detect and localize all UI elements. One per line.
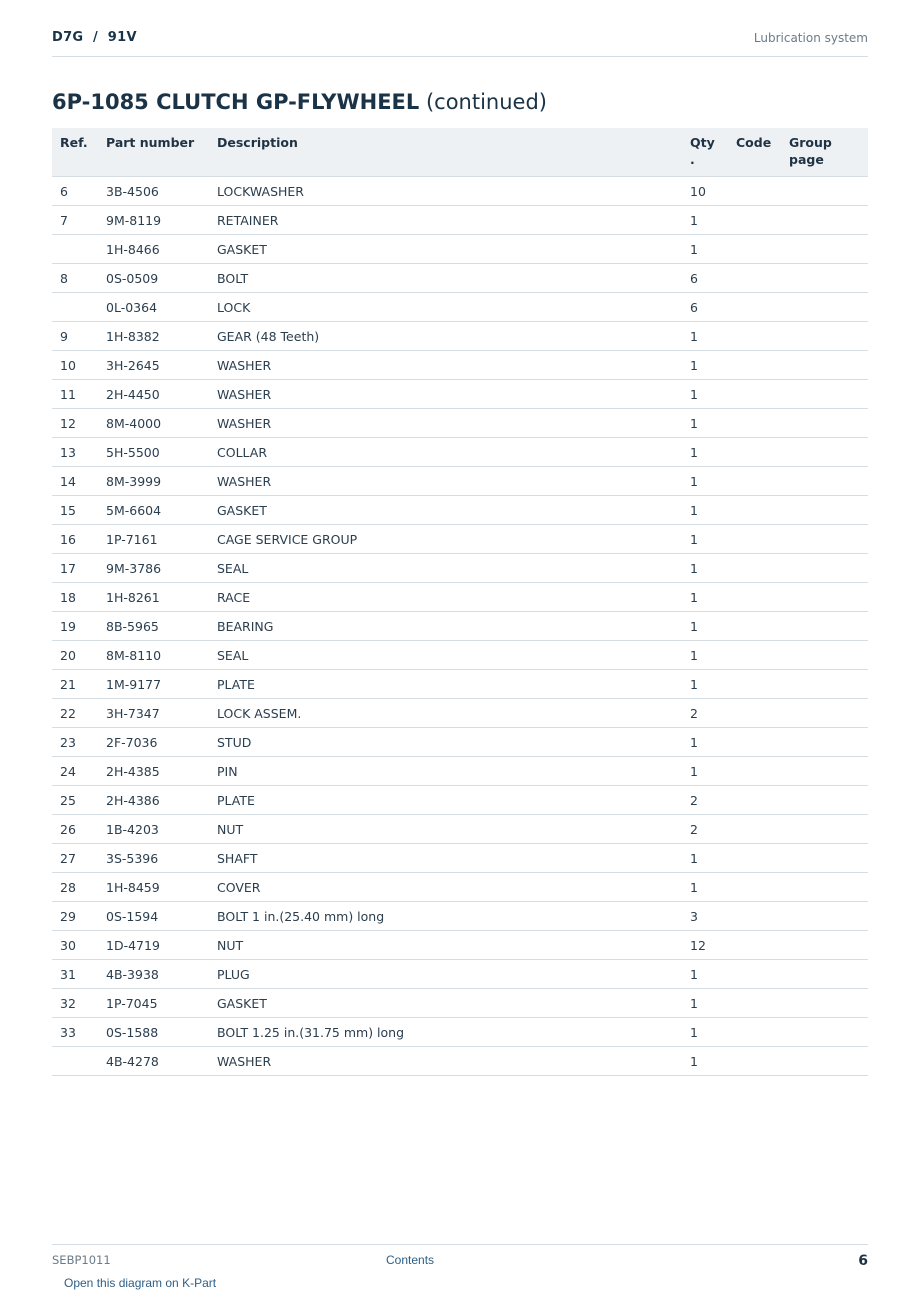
group-page-cell xyxy=(781,583,868,612)
table-row xyxy=(52,322,868,351)
qty-cell: 1 xyxy=(682,351,728,380)
part-number-cell: 1H-8382 xyxy=(98,322,209,351)
part-number-cell: 5H-5500 xyxy=(98,438,209,467)
qty-cell: 3 xyxy=(682,902,728,931)
group-page-cell xyxy=(781,380,868,409)
description-cell: WASHER xyxy=(209,351,682,380)
ref-cell: 20 xyxy=(52,641,98,670)
open-diagram-kpart-link[interactable]: Open this diagram on K-Part xyxy=(64,1276,217,1290)
table-row xyxy=(52,728,868,757)
qty-cell: 1 xyxy=(682,728,728,757)
group-page-cell xyxy=(781,902,868,931)
table-row xyxy=(52,1018,868,1047)
part-number-cell: 2H-4385 xyxy=(98,757,209,786)
description-cell: COLLAR xyxy=(209,438,682,467)
part-number-cell: 3H-2645 xyxy=(98,351,209,380)
table-row xyxy=(52,206,868,235)
qty-cell: 1 xyxy=(682,467,728,496)
qty-cell: 1 xyxy=(682,322,728,351)
ref-cell: 28 xyxy=(52,873,98,902)
part-number-cell: 4B-4278 xyxy=(98,1047,209,1076)
ref-cell: 22 xyxy=(52,699,98,728)
group-page-cell xyxy=(781,496,868,525)
table-row xyxy=(52,554,868,583)
qty-cell: 2 xyxy=(682,699,728,728)
code-cell xyxy=(728,641,781,670)
table-row xyxy=(52,844,868,873)
code-cell xyxy=(728,264,781,293)
page-number: 6 xyxy=(858,1253,868,1269)
table-row xyxy=(52,293,868,322)
qty-cell: 10 xyxy=(682,177,728,206)
description-cell: SEAL xyxy=(209,554,682,583)
group-page-cell xyxy=(781,322,868,351)
part-number-cell: 8B-5965 xyxy=(98,612,209,641)
group-page-cell xyxy=(781,728,868,757)
part-number-cell: 3S-5396 xyxy=(98,844,209,873)
qty-cell: 1 xyxy=(682,757,728,786)
ref-cell: 9 xyxy=(52,322,98,351)
table-row xyxy=(52,177,868,206)
group-page-cell xyxy=(781,989,868,1018)
group-page-cell xyxy=(781,670,868,699)
part-number-cell: 0S-0509 xyxy=(98,264,209,293)
qty-cell: 1 xyxy=(682,438,728,467)
group-page-cell xyxy=(781,960,868,989)
table-row xyxy=(52,670,868,699)
qty-cell: 1 xyxy=(682,670,728,699)
code-cell xyxy=(728,554,781,583)
group-page-cell xyxy=(781,206,868,235)
page-title xyxy=(52,90,547,114)
code-cell xyxy=(728,873,781,902)
qty-cell: 1 xyxy=(682,612,728,641)
part-number-cell: 4B-3938 xyxy=(98,960,209,989)
table-row xyxy=(52,264,868,293)
code-cell xyxy=(728,815,781,844)
table-row xyxy=(52,612,868,641)
group-page-cell xyxy=(781,699,868,728)
ref-cell: 18 xyxy=(52,583,98,612)
description-cell: PLATE xyxy=(209,670,682,699)
model-label: D7G / 91V xyxy=(52,30,137,45)
ref-cell: 17 xyxy=(52,554,98,583)
description-cell: PIN xyxy=(209,757,682,786)
code-cell xyxy=(728,467,781,496)
code-cell xyxy=(728,322,781,351)
qty-cell: 6 xyxy=(682,293,728,322)
table-row xyxy=(52,902,868,931)
column-header-part-number: Part number xyxy=(98,128,209,177)
ref-cell: 27 xyxy=(52,844,98,873)
part-number-cell: 9M-8119 xyxy=(98,206,209,235)
ref-cell: 8 xyxy=(52,264,98,293)
table-row xyxy=(52,409,868,438)
description-cell: RACE xyxy=(209,583,682,612)
group-page-cell xyxy=(781,467,868,496)
qty-cell: 1 xyxy=(682,1047,728,1076)
part-number-cell: 1H-8261 xyxy=(98,583,209,612)
code-cell xyxy=(728,960,781,989)
table-row xyxy=(52,525,868,554)
table-row xyxy=(52,960,868,989)
code-cell xyxy=(728,351,781,380)
table-row xyxy=(52,351,868,380)
table-row xyxy=(52,380,868,409)
code-cell xyxy=(728,235,781,264)
qty-cell: 1 xyxy=(682,525,728,554)
part-number-cell: 3H-7347 xyxy=(98,699,209,728)
description-cell: CAGE SERVICE GROUP xyxy=(209,525,682,554)
part-number-cell: 1H-8466 xyxy=(98,235,209,264)
table-row xyxy=(52,786,868,815)
part-number-cell: 0S-1588 xyxy=(98,1018,209,1047)
ref-cell: 23 xyxy=(52,728,98,757)
ref-cell: 31 xyxy=(52,960,98,989)
description-cell: LOCK ASSEM. xyxy=(209,699,682,728)
description-cell: BEARING xyxy=(209,612,682,641)
ref-cell: 21 xyxy=(52,670,98,699)
part-number-cell: 1P-7045 xyxy=(98,989,209,1018)
group-page-cell xyxy=(781,757,868,786)
table-row xyxy=(52,989,868,1018)
group-page-cell xyxy=(781,1047,868,1076)
code-cell xyxy=(728,293,781,322)
group-page-cell xyxy=(781,612,868,641)
code-cell xyxy=(728,177,781,206)
description-cell: GEAR (48 Teeth) xyxy=(209,322,682,351)
page-title-suffix: (continued) xyxy=(419,90,547,114)
code-cell xyxy=(728,989,781,1018)
group-page-cell xyxy=(781,554,868,583)
group-page-cell xyxy=(781,873,868,902)
ref-cell: 24 xyxy=(52,757,98,786)
qty-cell: 1 xyxy=(682,873,728,902)
column-header-qty: Qty . xyxy=(682,128,728,177)
table-row xyxy=(52,815,868,844)
ref-cell: 32 xyxy=(52,989,98,1018)
code-cell xyxy=(728,931,781,960)
table-row xyxy=(52,438,868,467)
description-cell: PLUG xyxy=(209,960,682,989)
table-row xyxy=(52,583,868,612)
part-number-cell: 0L-0364 xyxy=(98,293,209,322)
group-page-cell xyxy=(781,1018,868,1047)
part-number-cell: 2F-7036 xyxy=(98,728,209,757)
description-cell: BOLT 1.25 in.(31.75 mm) long xyxy=(209,1018,682,1047)
qty-cell: 1 xyxy=(682,1018,728,1047)
group-page-cell xyxy=(781,525,868,554)
ref-cell: 29 xyxy=(52,902,98,931)
part-number-cell: 2H-4450 xyxy=(98,380,209,409)
column-header-code: Code xyxy=(728,128,781,177)
qty-cell: 1 xyxy=(682,409,728,438)
qty-cell: 1 xyxy=(682,844,728,873)
part-number-cell: 8M-8110 xyxy=(98,641,209,670)
column-header-description: Description xyxy=(209,128,682,177)
code-cell xyxy=(728,786,781,815)
code-cell xyxy=(728,409,781,438)
description-cell: LOCKWASHER xyxy=(209,177,682,206)
description-cell: COVER xyxy=(209,873,682,902)
ref-cell xyxy=(52,293,98,322)
description-cell: WASHER xyxy=(209,467,682,496)
part-number-cell: 2H-4386 xyxy=(98,786,209,815)
description-cell: WASHER xyxy=(209,409,682,438)
code-cell xyxy=(728,670,781,699)
code-cell xyxy=(728,902,781,931)
code-cell xyxy=(728,844,781,873)
description-cell: GASKET xyxy=(209,496,682,525)
description-cell: WASHER xyxy=(209,1047,682,1076)
ref-cell: 7 xyxy=(52,206,98,235)
part-number-cell: 8M-4000 xyxy=(98,409,209,438)
table-row xyxy=(52,931,868,960)
group-page-cell xyxy=(781,844,868,873)
part-number-cell: 5M-6604 xyxy=(98,496,209,525)
code-cell xyxy=(728,1047,781,1076)
table-row xyxy=(52,757,868,786)
description-cell: NUT xyxy=(209,815,682,844)
part-number-cell: 1H-8459 xyxy=(98,873,209,902)
description-cell: SEAL xyxy=(209,641,682,670)
part-number-cell: 9M-3786 xyxy=(98,554,209,583)
document-id: SEBP1011 xyxy=(52,1253,111,1267)
group-page-cell xyxy=(781,264,868,293)
qty-cell: 1 xyxy=(682,583,728,612)
ref-cell: 12 xyxy=(52,409,98,438)
qty-cell: 1 xyxy=(682,496,728,525)
group-page-cell xyxy=(781,438,868,467)
description-cell: GASKET xyxy=(209,989,682,1018)
ref-cell: 33 xyxy=(52,1018,98,1047)
qty-cell: 2 xyxy=(682,815,728,844)
code-cell xyxy=(728,612,781,641)
description-cell: STUD xyxy=(209,728,682,757)
ref-cell: 10 xyxy=(52,351,98,380)
description-cell: BOLT 1 in.(25.40 mm) long xyxy=(209,902,682,931)
description-cell: SHAFT xyxy=(209,844,682,873)
ref-cell: 19 xyxy=(52,612,98,641)
description-cell: GASKET xyxy=(209,235,682,264)
group-page-cell xyxy=(781,641,868,670)
ref-cell: 26 xyxy=(52,815,98,844)
parts-table xyxy=(52,128,868,1076)
group-page-cell xyxy=(781,815,868,844)
part-number-cell: 1P-7161 xyxy=(98,525,209,554)
table-row xyxy=(52,1047,868,1076)
part-number-cell: 8M-3999 xyxy=(98,467,209,496)
part-number-cell: 1D-4719 xyxy=(98,931,209,960)
part-number-cell: 0S-1594 xyxy=(98,902,209,931)
ref-cell: 13 xyxy=(52,438,98,467)
ref-cell: 11 xyxy=(52,380,98,409)
part-number-cell: 1M-9177 xyxy=(98,670,209,699)
qty-cell: 1 xyxy=(682,235,728,264)
table-row xyxy=(52,496,868,525)
part-number-cell: 3B-4506 xyxy=(98,177,209,206)
parts-table-body xyxy=(52,177,868,1076)
description-cell: NUT xyxy=(209,931,682,960)
description-cell: PLATE xyxy=(209,786,682,815)
qty-cell: 12 xyxy=(682,931,728,960)
table-row xyxy=(52,699,868,728)
ref-cell: 16 xyxy=(52,525,98,554)
group-page-cell xyxy=(781,293,868,322)
qty-cell: 1 xyxy=(682,380,728,409)
code-cell xyxy=(728,438,781,467)
group-page-cell xyxy=(781,177,868,206)
qty-cell: 1 xyxy=(682,554,728,583)
table-header-row xyxy=(52,128,868,177)
ref-cell: 6 xyxy=(52,177,98,206)
qty-cell: 1 xyxy=(682,989,728,1018)
ref-cell xyxy=(52,235,98,264)
column-header-ref: Ref. xyxy=(52,128,98,177)
qty-cell: 2 xyxy=(682,786,728,815)
group-page-cell xyxy=(781,931,868,960)
code-cell xyxy=(728,1018,781,1047)
description-cell: LOCK xyxy=(209,293,682,322)
group-page-cell xyxy=(781,786,868,815)
code-cell xyxy=(728,206,781,235)
code-cell xyxy=(728,496,781,525)
qty-cell: 1 xyxy=(682,641,728,670)
page-title-part: 6P-1085 CLUTCH GP-FLYWHEEL xyxy=(52,90,420,114)
qty-cell: 1 xyxy=(682,960,728,989)
ref-cell: 25 xyxy=(52,786,98,815)
contents-link[interactable]: Contents xyxy=(386,1253,435,1267)
code-cell xyxy=(728,380,781,409)
ref-cell xyxy=(52,1047,98,1076)
code-cell xyxy=(728,583,781,612)
code-cell xyxy=(728,699,781,728)
description-cell: BOLT xyxy=(209,264,682,293)
group-page-cell xyxy=(781,351,868,380)
description-cell: RETAINER xyxy=(209,206,682,235)
column-header-group-page: Group page xyxy=(781,128,868,177)
table-row xyxy=(52,235,868,264)
code-cell xyxy=(728,757,781,786)
ref-cell: 30 xyxy=(52,931,98,960)
ref-cell: 14 xyxy=(52,467,98,496)
ref-cell: 15 xyxy=(52,496,98,525)
qty-cell: 6 xyxy=(682,264,728,293)
qty-cell: 1 xyxy=(682,206,728,235)
table-row xyxy=(52,467,868,496)
description-cell: WASHER xyxy=(209,380,682,409)
group-page-cell xyxy=(781,235,868,264)
page-header xyxy=(52,28,868,57)
table-row xyxy=(52,873,868,902)
group-page-cell xyxy=(781,409,868,438)
code-cell xyxy=(728,525,781,554)
table-row xyxy=(52,641,868,670)
part-number-cell: 1B-4203 xyxy=(98,815,209,844)
code-cell xyxy=(728,728,781,757)
section-label: Lubrication system xyxy=(753,31,868,45)
